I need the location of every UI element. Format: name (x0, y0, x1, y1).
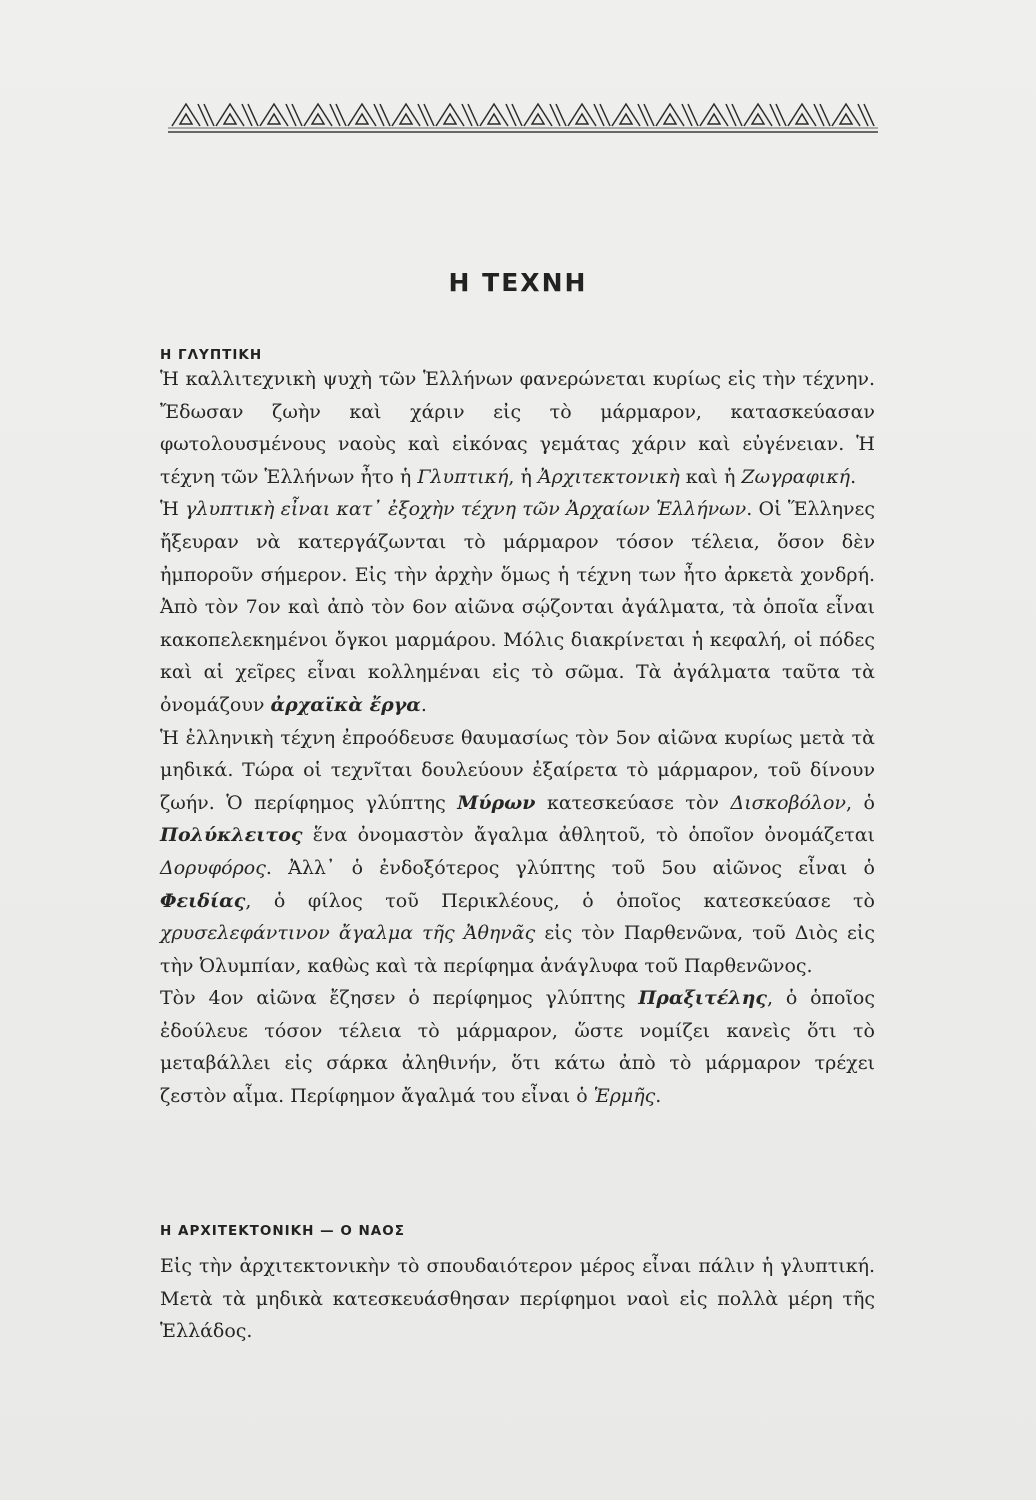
text-run: . (655, 1085, 662, 1108)
decorative-ornament-band (168, 98, 878, 134)
text-run: καὶ ἡ (679, 465, 742, 488)
ornament-motif (682, 104, 698, 126)
ornament-motif (770, 104, 786, 126)
ornament-motif (594, 104, 610, 126)
ornament-motif (312, 114, 324, 124)
text-run: . (420, 693, 427, 716)
ornament-motif (286, 104, 302, 126)
ornament-motif (488, 114, 500, 124)
ornament-motif (726, 104, 742, 126)
ornament-motif (268, 114, 280, 124)
ornament-motif (840, 114, 852, 124)
text-run: Τὸν 4ον αἰῶνα ἔζησεν ὁ περίφημος γλύπτης (160, 987, 639, 1010)
emphasized-name: Πολύκλειτος (160, 824, 303, 847)
italic-term: Δορυφόρος (160, 856, 266, 879)
ornament-motif (752, 114, 764, 124)
ornament-motif (576, 114, 588, 124)
text-run: . Οἱ Ἕλληνες ἤξευραν νὰ κατεργάζωνται τὸ μάρμαρον τόσον τέλεια, ὅσον δὲν ἠμποροῦν σήμερον. Εἰς τὴν ἀρχὴν ὅμως ἡ τέχνη των ἦτο ἀρκετὰ χονδρή. Ἀπὸ τὸν 7ον καὶ ἀπὸ τὸν 6ον αἰῶνα σῴζονται ἀγάλματα, τὰ ὁποῖα εἶναι κακοπελεκημένοι ὄγκοι μαρμάρου. Μόλις διακρίνεται ἡ κεφαλή, οἱ πόδες καὶ αἱ χεῖρες εἶναι κολλημέναι εἰς τὸ σῶμα. Τὰ ἀγάλματα ταῦτα τὰ ὀνομάζουν (160, 498, 875, 716)
ornament-motif (664, 114, 676, 124)
ornament-motif (638, 104, 654, 126)
paragraph (160, 722, 875, 983)
section-heading-architecture: Η ΑΡΧΙΤΕΚΤΟΝΙΚΗ — Ο ΝΑΟΣ (160, 1223, 405, 1239)
emphasized-name: ἀρχαϊκὰ ἔργα (270, 693, 421, 716)
ornament-motif (506, 104, 522, 126)
paragraph (160, 1250, 875, 1348)
text-run: . Ἀλλ᾽ ὁ ἐνδοξότερος γλύπτης τοῦ 5ου αἰῶνος εἶναι ὁ (265, 856, 875, 879)
italic-term: γλυπτικὴ εἶναι κατ᾽ ἐξοχὴν τέχνη τῶν Ἀρχαίων Ἑλλήνων (185, 498, 747, 521)
ornament-motif (444, 114, 456, 124)
text-run: Ἡ ἑλληνικὴ τέχνη ἐπροόδευσε θαυμασίως τὸν 5ον αἰῶνα κυρίως μετὰ τὰ μηδικά. Τώρα οἱ τεχνῖται δουλεύουν ἐξαίρετα τὸ μάρμαρον, τοῦ δίνουν ζωήν. Ὁ περίφημος γλύπτης (160, 726, 875, 814)
ornament-motif (462, 104, 478, 126)
text-run: , ἡ (508, 465, 538, 488)
ornament-motif (418, 104, 434, 126)
ornament-motif (374, 104, 390, 126)
ornament-motif (330, 104, 346, 126)
italic-term: χρυσελεφάντινον ἄγαλμα τῆς Ἀθηνᾶς (160, 922, 536, 945)
ornament-motif (180, 114, 192, 124)
italic-term: Ἑρμῆς (593, 1085, 656, 1108)
italic-term: Δισκοβόλον (730, 791, 846, 814)
ornament-motif (532, 114, 544, 124)
text-run: εἰς τὸν Παρθενῶνα, τοῦ Διὸς εἰς τὴν Ὀλυμπίαν, καθὼς καὶ τὰ περίφημα ἀνάγλυφα τοῦ Παρθενῶνος. (160, 922, 875, 977)
text-run: , ὁ ὁποῖος ἐδούλευε τόσον τέλεια τὸ μάρμαρον, ὥστε νομίζει κανεὶς ὅτι τὸ μεταβάλλει εἰς σάρκα ἀληθινήν, ὅτι κάτω ἀπὸ τὸ μάρμαρον τρέχει ζεστὸν αἷμα. Περίφημον ἄγαλμά του εἶναι ὁ (160, 987, 875, 1108)
text-run: Ἡ καλλιτεχνικὴ ψυχὴ τῶν Ἑλλήνων φανερώνεται κυρίως εἰς τὴν τέχνην. Ἔδωσαν ζωὴν καὶ χάριν εἰς τὸ μάρμαρον, κατασκεύασαν φωτολουσμένους ναοὺς καὶ εἰκόνας γεμάτας χάριν καὶ εὐγένειαν. Ἡ τέχνη τῶν Ἑλλήνων ἦτο ἡ (160, 368, 875, 488)
section-body-sculpture (160, 363, 875, 1113)
emphasized-name: Μύρων (457, 791, 536, 814)
ornament-motif (620, 114, 632, 124)
ornament-motif (814, 104, 830, 126)
section-heading-sculpture: Η ΓΛΥΠΤΙΚΗ (160, 347, 263, 363)
ornament-motif (400, 114, 412, 124)
text-run: ἕνα ὀνομαστὸν ἄγαλμα ἀθλητοῦ, τὸ ὁποῖον ὀνομάζεται (302, 824, 875, 847)
paragraph (160, 363, 875, 493)
text-run: . (850, 465, 857, 488)
text-run: κατεσκεύασε τὸν (535, 791, 731, 814)
ornament-motif (242, 104, 258, 126)
section-body-architecture (160, 1250, 875, 1348)
text-run: , ὁ (845, 791, 875, 814)
paragraph (160, 493, 875, 721)
ornament-motif (550, 104, 566, 126)
paragraph (160, 982, 875, 1112)
ornament-motif (858, 104, 874, 126)
italic-term: Γλυπτική (417, 465, 509, 488)
italic-term: Ζωγραφική (741, 465, 851, 488)
page-title: Η ΤΕΧΝΗ (448, 268, 588, 297)
text-run: Εἰς τὴν ἀρχιτεκτονικὴν τὸ σπουδαιότερον μέρος εἶναι πάλιν ἡ γλυπτική. Μετὰ τὰ μηδικὰ κατεσκευάσθησαν περίφημοι ναοὶ εἰς πολλὰ μέρη τῆς Ἑλλάδος. (160, 1255, 875, 1343)
ornament-motif (198, 104, 214, 126)
ornament-motif (796, 114, 808, 124)
ornament-motif (356, 114, 368, 124)
ornament-motif (708, 114, 720, 124)
text-run: Ἡ (160, 498, 186, 521)
ornament-motif (224, 114, 236, 124)
text-run: , ὁ φίλος τοῦ Περικλέους, ὁ ὁποῖος κατεσκεύασε τὸ (245, 889, 875, 912)
emphasized-name: Πραξιτέλης (638, 987, 767, 1010)
emphasized-name: Φειδίας (160, 889, 246, 912)
italic-term: Ἀρχιτεκτονικὴ (537, 465, 680, 488)
